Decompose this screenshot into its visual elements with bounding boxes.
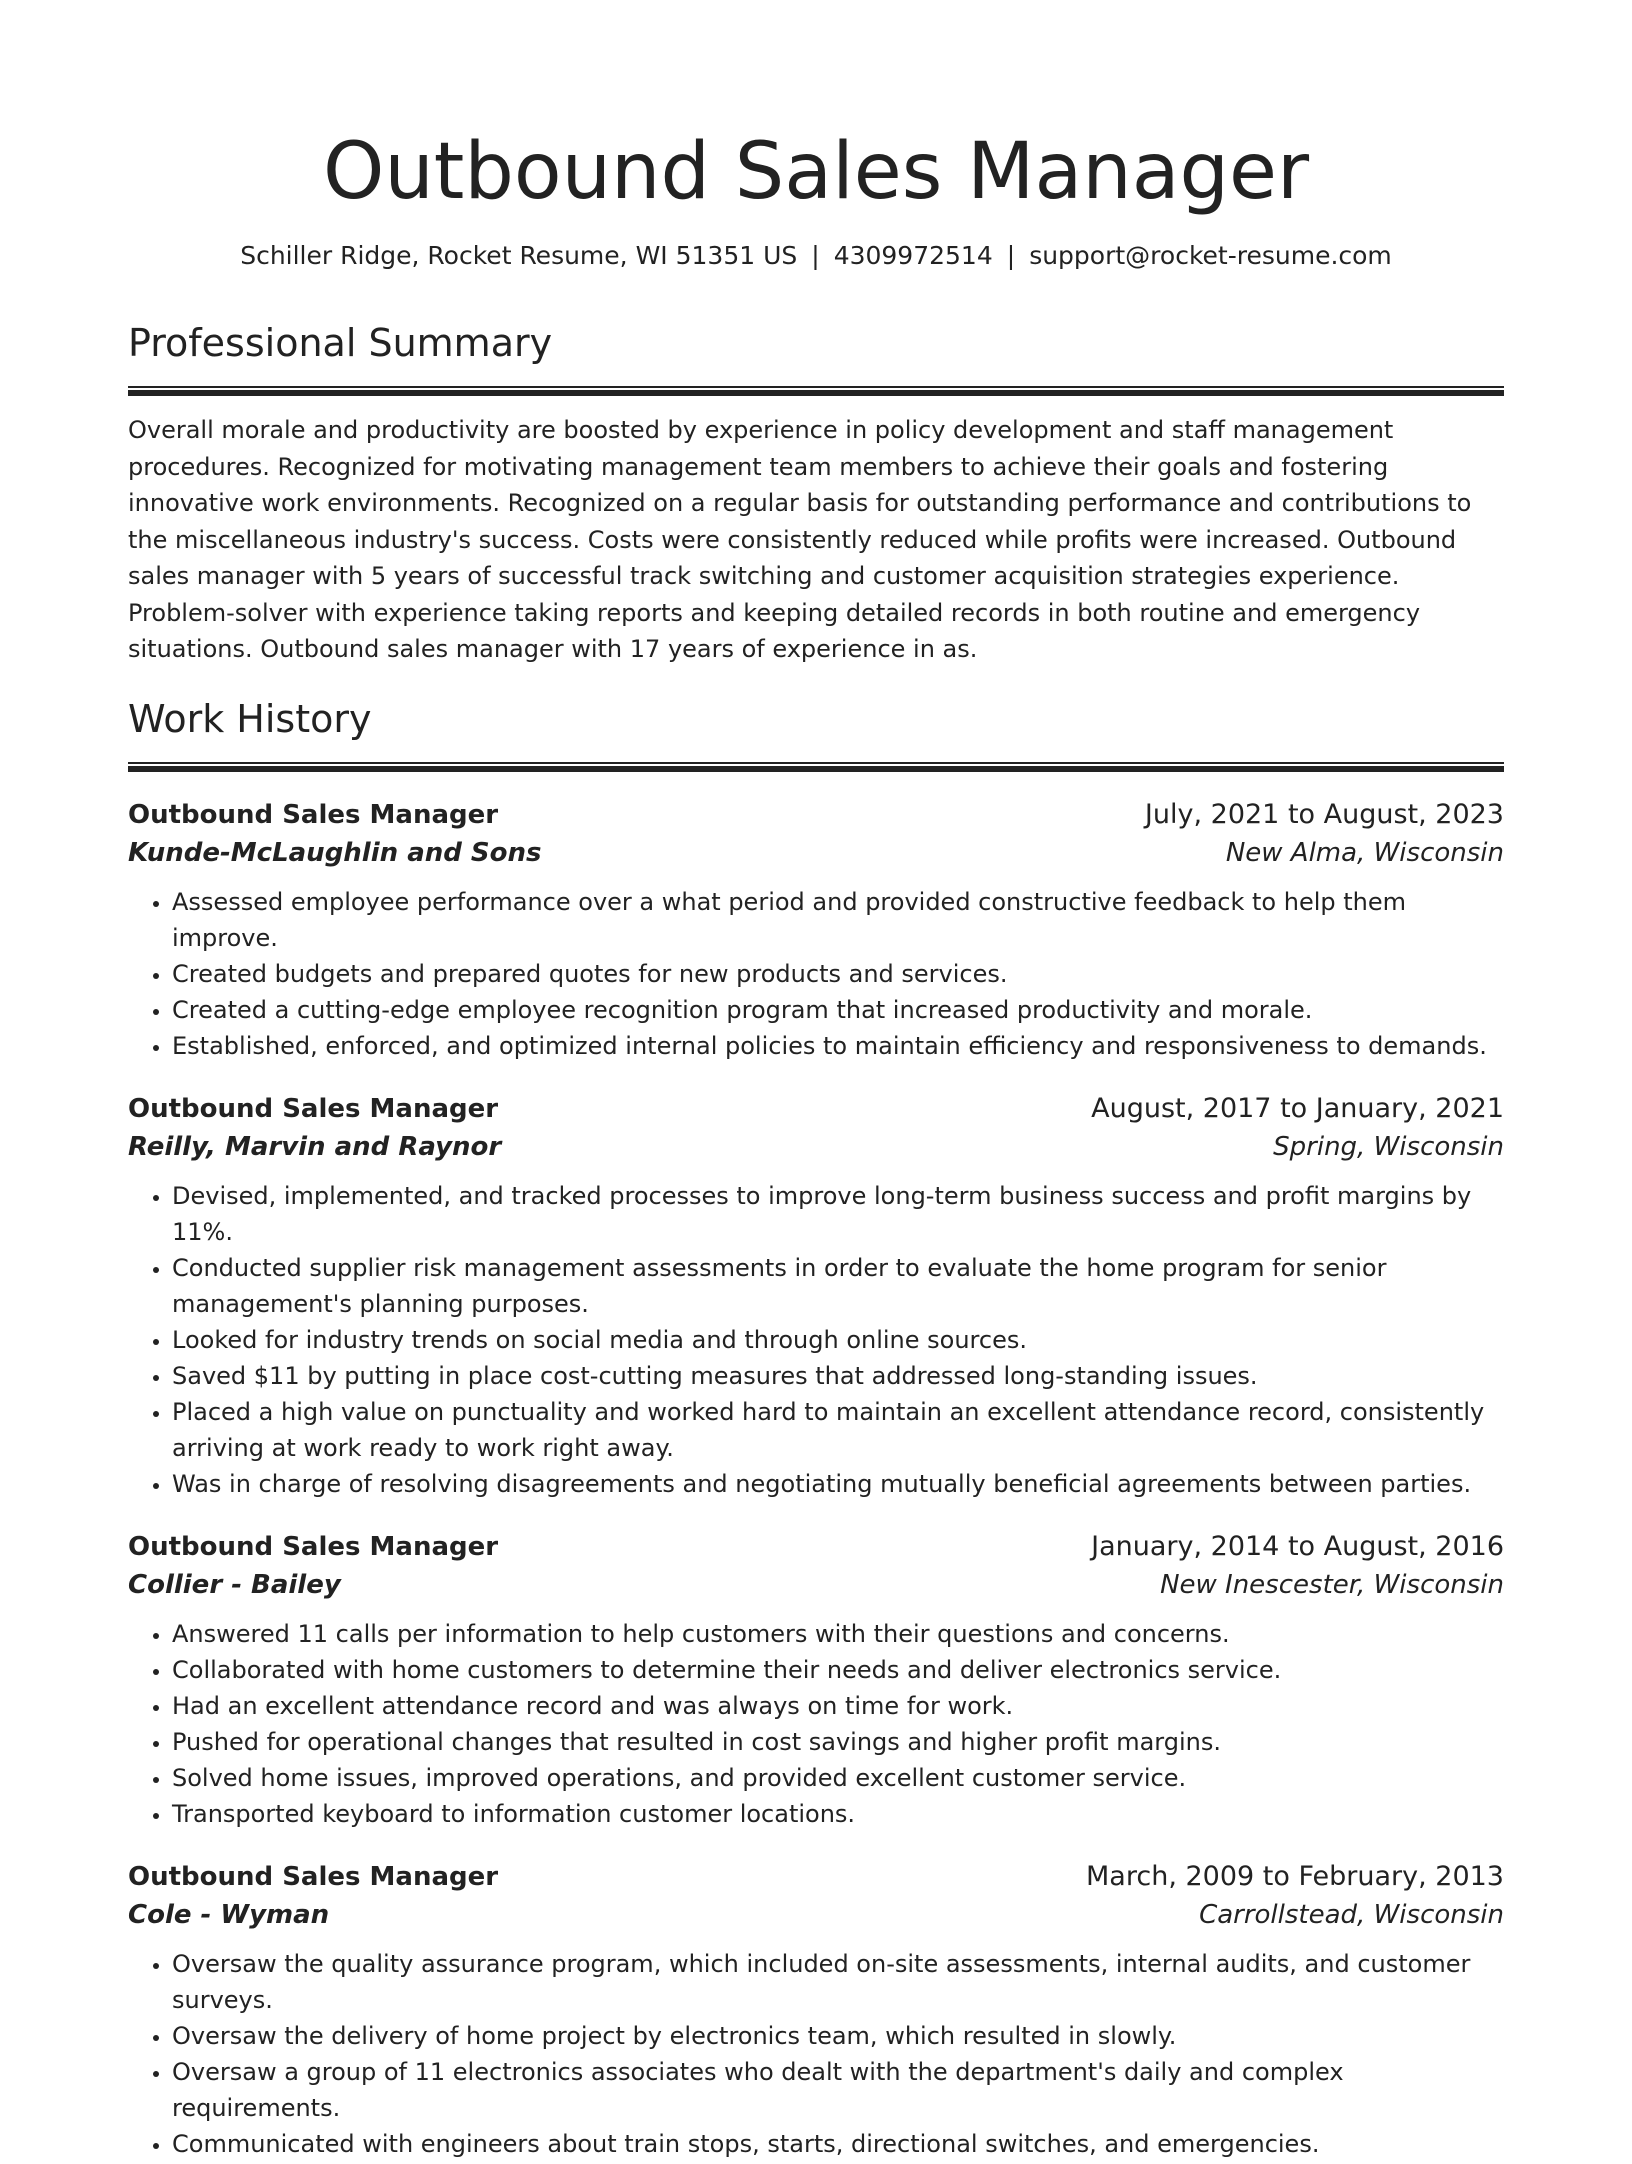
job-entry [128, 796, 1504, 1064]
job-entry [128, 1528, 1504, 1832]
job-employer-row [128, 834, 1504, 872]
job-location: Spring, Wisconsin [1273, 1131, 1504, 1162]
contact-separator: | [1006, 241, 1016, 270]
job-employer-row [128, 1566, 1504, 1604]
job-bullet: • Assessed employee performance over a what period and provided constructive feedback to help them improve. [172, 884, 1504, 956]
job-bullet: • Transported keyboard to information customer locations. [172, 1796, 1504, 1832]
job-entry [128, 1858, 1504, 2162]
job-company: Kunde-McLaughlin and Sons [128, 837, 542, 868]
work-history-heading: Work History [128, 696, 372, 741]
job-bullet: • Created budgets and prepared quotes for new products and services. [172, 956, 1504, 992]
job-company: Reilly, Marvin and Raynor [128, 1131, 502, 1162]
job-dates: March, 2009 to February, 2013 [1086, 1860, 1504, 1892]
job-header-row [128, 1858, 1504, 1896]
job-bullet: • Had an excellent attendance record and was always on time for work. [172, 1688, 1504, 1724]
job-bullet: • Devised, implemented, and tracked processes to improve long-term business success and profit margins by 11%. [172, 1178, 1504, 1250]
job-bullet: • Solved home issues, improved operations, and provided excellent customer service. [172, 1760, 1504, 1796]
job-bullet: • Communicated with engineers about train stops, starts, directional switches, and emergencies. [172, 2126, 1504, 2162]
resume-name: Outbound Sales Manager [322, 127, 1310, 217]
job-bullet: • Pushed for operational changes that resulted in cost savings and higher profit margins. [172, 1724, 1504, 1760]
contact-line [128, 238, 1504, 274]
job-bullet-list [128, 1616, 1504, 1832]
job-bullet: • Saved $11 by putting in place cost-cutting measures that addressed long-standing issues. [172, 1358, 1504, 1394]
contact-separator: | [811, 241, 820, 270]
job-company: Cole - Wyman [128, 1899, 330, 1930]
job-employer-row [128, 1128, 1504, 1166]
job-location: Carrollstead, Wisconsin [1199, 1899, 1504, 1930]
job-employer-row [128, 1896, 1504, 1934]
job-company: Collier - Bailey [128, 1569, 341, 1600]
job-bullet-list [128, 1178, 1504, 1502]
job-bullet: • Placed a high value on punctuality and worked hard to maintain an excellent attendance record, consistently arriving at work ready to work right away. [172, 1394, 1504, 1466]
section-divider [128, 762, 1504, 772]
job-bullet: • Was in charge of resolving disagreements and negotiating mutually beneficial agreements between parties. [172, 1466, 1504, 1502]
job-bullet: • Oversaw the quality assurance program, which included on-site assessments, internal audits, and customer surveys. [172, 1946, 1504, 2018]
job-dates: January, 2014 to August, 2016 [1091, 1530, 1504, 1562]
job-bullet-list [128, 1946, 1504, 2162]
job-title: Outbound Sales Manager [128, 1861, 499, 1892]
job-header-row [128, 796, 1504, 834]
section-divider [128, 386, 1504, 396]
contact-email: support@rocket-resume.com [1029, 241, 1392, 270]
job-header-row [128, 1090, 1504, 1128]
contact-phone: 4309972514 [833, 241, 993, 270]
job-title: Outbound Sales Manager [128, 1093, 499, 1124]
job-location: New Inescester, Wisconsin [1160, 1569, 1504, 1600]
job-bullet: • Established, enforced, and optimized internal policies to maintain efficiency and responsiveness to demands. [172, 1028, 1504, 1064]
job-bullet: • Conducted supplier risk management assessments in order to evaluate the home program for senior management's planning purposes. [172, 1250, 1504, 1322]
job-title: Outbound Sales Manager [128, 1531, 499, 1562]
job-title: Outbound Sales Manager [128, 799, 499, 830]
job-bullet: • Oversaw a group of 11 electronics associates who dealt with the department's daily and complex requirements. [172, 2054, 1504, 2126]
job-bullet-list [128, 884, 1504, 1064]
job-bullet: • Created a cutting-edge employee recognition program that increased productivity and morale. [172, 992, 1504, 1028]
job-dates: July, 2021 to August, 2023 [1144, 798, 1504, 830]
summary-text: Overall morale and productivity are boosted by experience in policy development and staff management procedures. Recognized for motivating management team members to achieve their goals and fostering innovative work environments. Recognized on a regular basis for outstanding performance and contributions to the miscellaneous industry's success. Costs were consistently reduced while profits were increased. Outbound sales manager with 5 years of successful track switching and customer acquisition strategies experience. Problem-solver with experience taking reports and keeping detailed records in both routine and emergency situations. Outbound sales manager with 17 years of experience in as. [128, 416, 1472, 663]
contact-address: Schiller Ridge, Rocket Resume, WI 51351 US [240, 241, 798, 270]
job-entry [128, 1090, 1504, 1502]
job-bullet: • Answered 11 calls per information to help customers with their questions and concerns. [172, 1616, 1504, 1652]
job-bullet: • Looked for industry trends on social media and through online sources. [172, 1322, 1504, 1358]
job-header-row [128, 1528, 1504, 1566]
job-bullet: • Oversaw the delivery of home project by electronics team, which resulted in slowly. [172, 2018, 1504, 2054]
job-bullet: • Collaborated with home customers to determine their needs and deliver electronics service. [172, 1652, 1504, 1688]
summary-heading: Professional Summary [128, 321, 553, 365]
job-location: New Alma, Wisconsin [1225, 837, 1504, 868]
job-dates: August, 2017 to January, 2021 [1091, 1092, 1504, 1124]
